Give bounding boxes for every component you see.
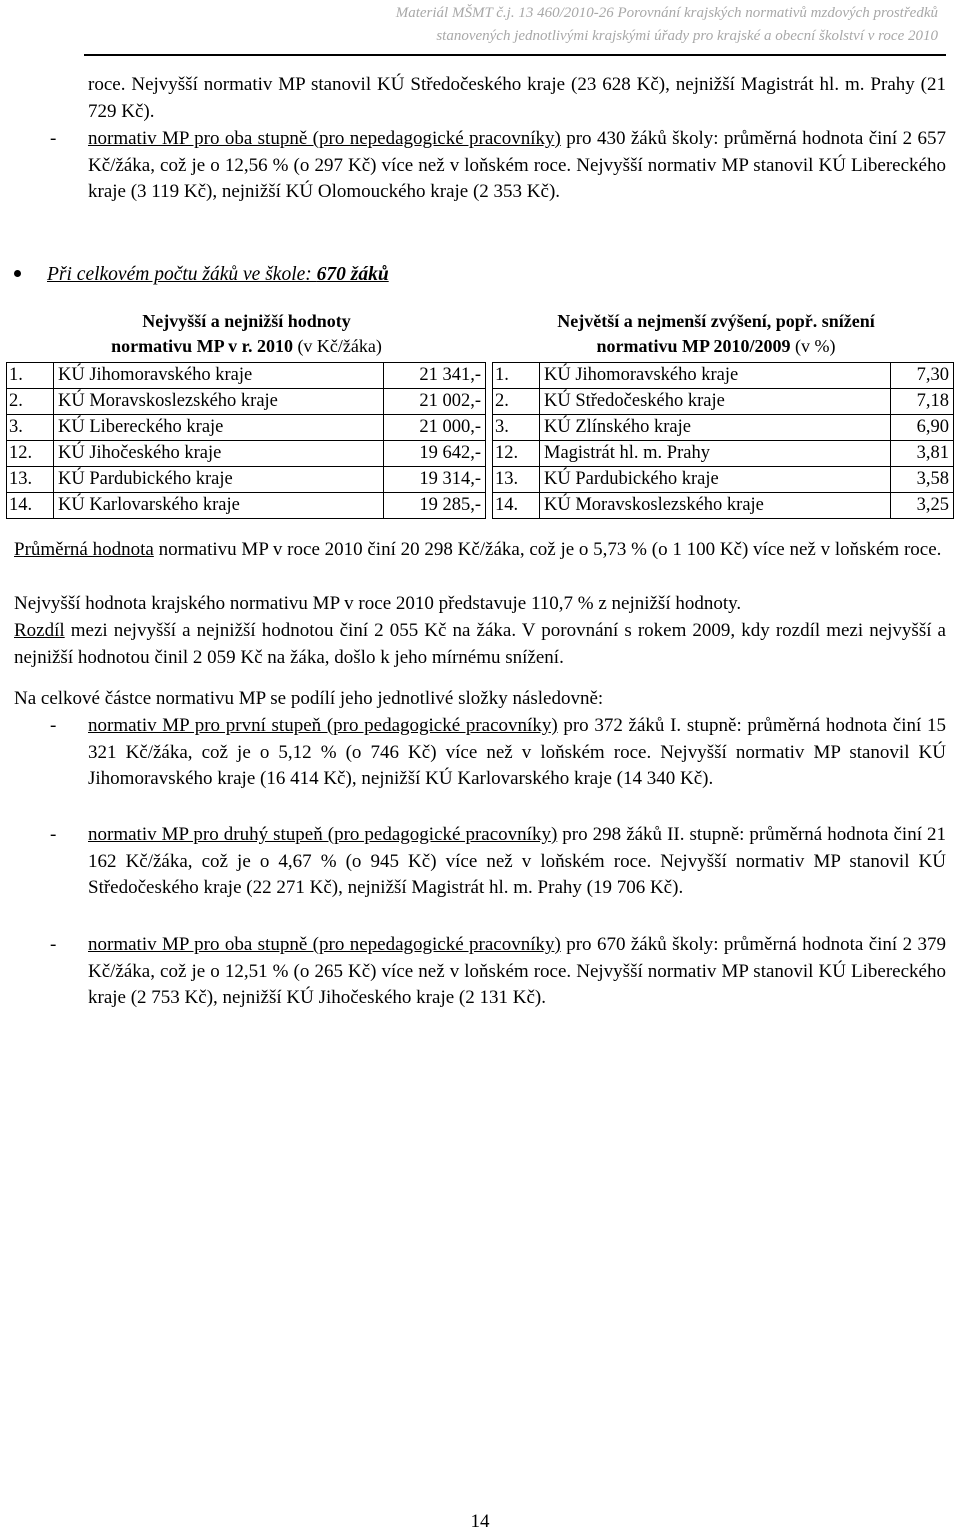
right-header-line-1: Největší a nejmenší zvýšení, popř. snížení [557,311,875,331]
table-row [493,441,954,467]
list-item-text: pro 372 žáků I. stupně: průměrná hodnota činí 15 321 Kč/žáka, což je o 5,12 % (o 746 Kč) více než v loňském roce. Nejvyšší normativ MP stanovil KÚ Jihomoravského kraje (16 414 Kč), nejnižší KÚ Karlovarského kraje (14 340 Kč). [88,715,946,790]
table-row [493,493,954,519]
section-bullet-heading [14,262,389,288]
table-row [7,389,486,415]
rank-cell: 3. [493,415,540,441]
right-header-unit: (v %) [795,336,836,356]
region-cell: KÚ Moravskoslezského kraje [540,493,891,519]
list-item-text: pro 670 žáků školy: průměrná hodnota činí 2 379 Kč/žáka, což je o 12,51 % (o 265 Kč) více než v loňském roce. Nejvyšší normativ MP stanovil KÚ Libereckého kraje (2 753 Kč), nejnižší KÚ Jihočeského kraje (2 131 Kč). [88,934,946,1009]
left-header-line-2: normativu MP v r. 2010 [111,336,298,356]
value-cell: 21 002,- [384,389,486,415]
value-cell: 3,81 [890,441,953,467]
list-item-nonpedagogic-430 [50,126,946,206]
page-number: 14 [470,1511,490,1532]
value-cell: 19 642,- [384,441,486,467]
region-cell: KÚ Pardubického kraje [540,467,891,493]
region-cell: KÚ Jihočeského kraje [54,441,384,467]
bullet-text: Při celkovém počtu žáků ve škole: [47,264,317,285]
region-cell: KÚ Pardubického kraje [54,467,384,493]
header-line-1: Materiál MŠMT č.j. 13 460/2010-26 Porovnání krajských normativů mzdových prostředků [395,5,938,21]
rank-cell: 1. [7,363,54,389]
page-header [0,2,960,48]
value-cell: 21 000,- [384,415,486,441]
left-header-line-1: Nejvyšší a nejnižší hodnoty [142,311,351,331]
rank-cell: 13. [493,467,540,493]
list-item-both-stages [50,932,946,1012]
list-item-heading: normativ MP pro oba stupně (pro nepedagogické pracovníky) [88,128,561,149]
value-cell: 7,30 [890,363,953,389]
value-cell: 3,25 [890,493,953,519]
list-item-text: pro 298 žáků II. stupně: průměrná hodnota činí 21 162 Kč/žáka, což je o 4,67 % (o 945 Kč) více než v loňském roce. Nejvyšší normativ MP stanovil KÚ Středočeského kraje (22 271 Kč), nejnižší Magistrát hl. m. Prahy (19 706 Kč). [88,824,947,899]
region-cell: KÚ Jihomoravského kraje [540,363,891,389]
list-dash: - [50,934,57,955]
table-row [7,415,486,441]
value-cell: 3,58 [890,467,953,493]
list-item-second-stage [50,822,946,902]
table-row [7,467,486,493]
components-intro: Na celkové částce normativu MP se podílí jeho jednotlivé složky následovně: [14,688,604,709]
bullet-text-count: 670 žáků [316,264,389,285]
summary-difference [14,618,946,671]
summary-average [14,537,946,564]
table-row [493,467,954,493]
left-table-header [14,309,479,359]
header-divider [84,54,946,56]
summary-highest: Nejvyšší hodnota krajského normativu MP v roce 2010 představuje 110,7 % z nejnižší hodnoty. [14,593,742,614]
left-ranking-table [6,362,486,519]
rank-cell: 13. [7,467,54,493]
table-row [493,363,954,389]
rank-cell: 14. [7,493,54,519]
region-cell: KÚ Jihomoravského kraje [54,363,384,389]
list-item-heading: normativ MP pro oba stupně (pro nepedagogické pracovníky) [88,934,561,955]
right-ranking-table [492,362,954,519]
value-cell: 6,90 [890,415,953,441]
continuation-paragraph: roce. Nejvyšší normativ MP stanovil KÚ Středočeského kraje (23 628 Kč), nejnižší Magistrát hl. m. Prahy (21 729 Kč). [88,74,946,122]
rank-cell: 2. [7,389,54,415]
region-cell: KÚ Libereckého kraje [54,415,384,441]
region-cell: KÚ Zlínského kraje [540,415,891,441]
list-item-heading: normativ MP pro druhý stupeň (pro pedagogické pracovníky) [88,824,558,845]
table-row [7,363,486,389]
rank-cell: 14. [493,493,540,519]
list-dash: - [50,824,57,845]
table-row [7,441,486,467]
right-table-header [486,309,946,359]
bullet-icon [14,270,21,277]
left-header-unit: (v Kč/žáka) [297,336,382,356]
rank-cell: 1. [493,363,540,389]
rank-cell: 12. [7,441,54,467]
header-line-2: stanovených jednotlivými krajskými úřady pro krajské a obecní školství v roce 2010 [436,28,938,44]
value-cell: 7,18 [890,389,953,415]
rank-cell: 2. [493,389,540,415]
table-row [493,389,954,415]
list-item-text: pro 430 žáků školy: průměrná hodnota činí 2 657 Kč/žáka, což je o 12,56 % (o 297 Kč) více než v loňském roce. Nejvyšší normativ MP stanovil KÚ Libereckého kraje (3 119 Kč), nejnižší KÚ Olomouckého kraje (2 353 Kč). [88,128,946,203]
difference-text: mezi nejvyšší a nejnižší hodnotou činí 2 055 Kč na žáka. V porovnání s rokem 2009, kdy rozdíl mezi nejvyšší a nejnižší hodnotou činil 2 059 Kč na žáka, došlo k jeho mírnému snížení. [14,620,946,668]
list-dash: - [50,128,57,149]
average-label: Průměrná hodnota [14,539,154,560]
region-cell: KÚ Středočeského kraje [540,389,891,415]
difference-label: Rozdíl [14,620,65,641]
rank-cell: 3. [7,415,54,441]
value-cell: 21 341,- [384,363,486,389]
region-cell: KÚ Moravskoslezského kraje [54,389,384,415]
value-cell: 19 314,- [384,467,486,493]
average-text: normativu MP v roce 2010 činí 20 298 Kč/žáka, což je o 5,73 % (o 1 100 Kč) více než v loňském roce. [153,539,942,560]
region-cell: Magistrát hl. m. Prahy [540,441,891,467]
table-row [493,415,954,441]
value-cell: 19 285,- [384,493,486,519]
region-cell: KÚ Karlovarského kraje [54,493,384,519]
list-item-heading: normativ MP pro první stupeň (pro pedagogické pracovníky) [88,715,558,736]
right-header-line-2: normativu MP 2010/2009 [596,336,795,356]
table-row [7,493,486,519]
rank-cell: 12. [493,441,540,467]
list-item-first-stage [50,713,946,793]
list-dash: - [50,715,57,736]
